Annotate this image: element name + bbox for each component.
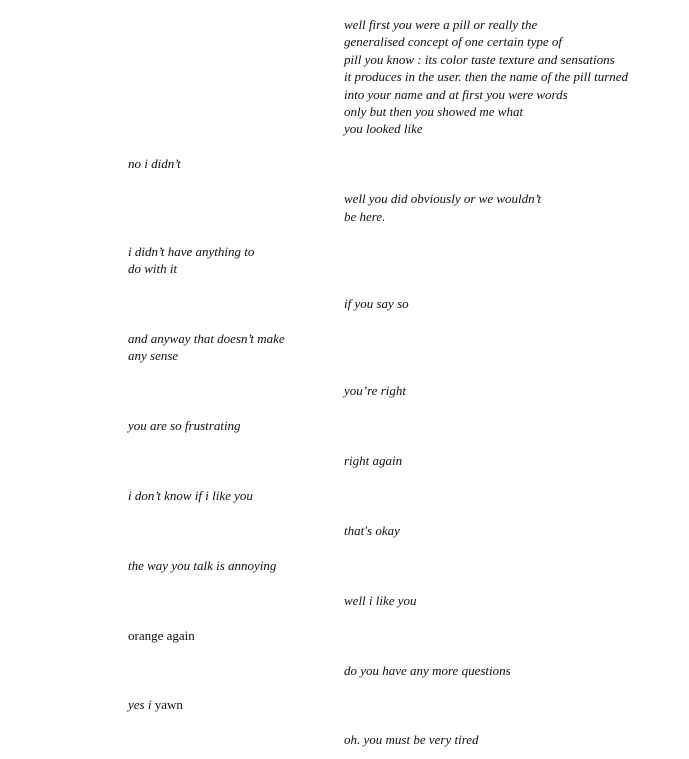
right-line: oh. you must be very tired: [344, 732, 479, 747]
left-line: any sense: [128, 348, 179, 364]
left-line: and anyway that doesn’t make: [128, 331, 285, 346]
right-line: well i like you: [344, 593, 417, 608]
right-line: you looked like: [344, 121, 423, 137]
right-line: do you have any more questions: [344, 663, 511, 678]
right-line: into your name and at first you were words: [344, 86, 568, 102]
right-line: be here.: [344, 208, 386, 224]
left-line-italic-part: yes i: [128, 697, 152, 712]
left-line: do with it: [128, 261, 178, 277]
right-line: only but then you showed me what: [344, 104, 524, 119]
right-line: generalised concept of one certain type of: [344, 34, 563, 50]
left-line-plain-part: yawn: [151, 697, 183, 712]
right-line: you’re right: [344, 383, 406, 398]
left-line: no i didn’t: [128, 156, 181, 171]
right-line: well you did obviously or we wouldn’t: [344, 191, 542, 206]
left-line: the way you talk is annoying: [128, 558, 277, 573]
left-line: [128, 696, 183, 713]
left-line: i don’t know if i like you: [128, 488, 253, 503]
left-line: you are so frustrating: [128, 418, 241, 433]
right-line: right again: [344, 453, 403, 468]
right-line: well first you were a pill or really the: [344, 17, 538, 32]
right-line: pill you know : its color taste texture and sensations: [344, 51, 615, 67]
left-line: i didn’t have anything to: [128, 244, 255, 259]
right-line: if you say so: [344, 296, 409, 311]
right-line: it produces in the user. then the name of the pill turned: [344, 69, 629, 85]
right-line: that's okay: [344, 523, 400, 538]
left-line: orange again: [128, 628, 195, 643]
